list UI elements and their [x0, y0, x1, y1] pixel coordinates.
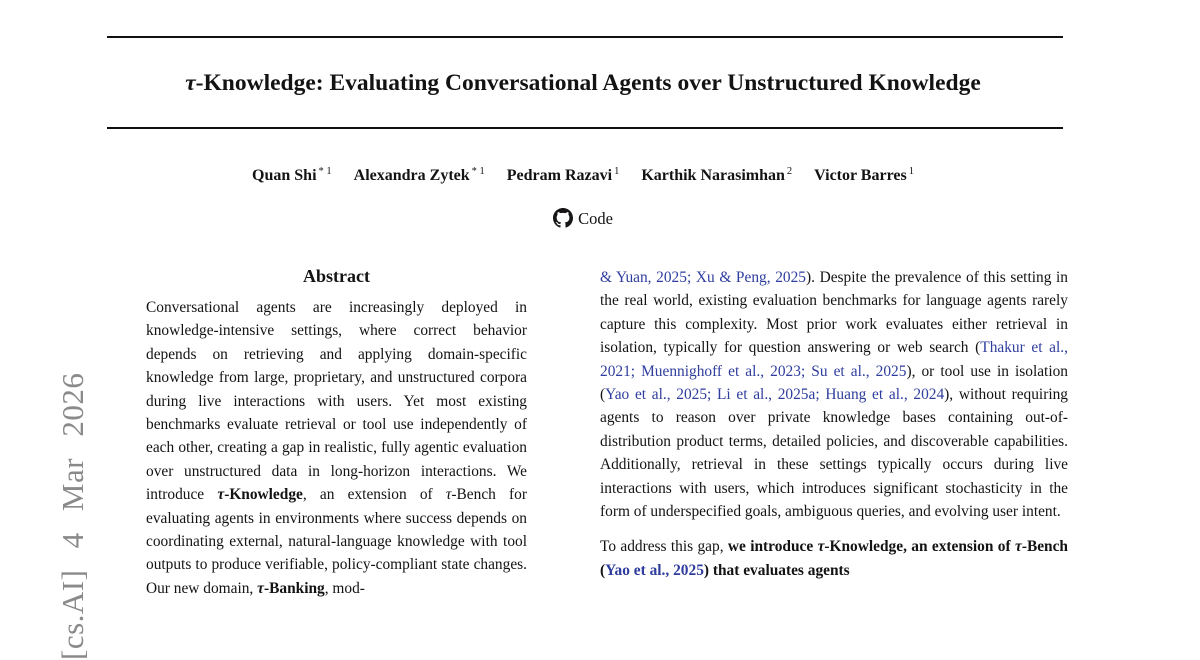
text-segment: τ [1014, 538, 1022, 556]
text-segment: Conversational agents are increasingly deployed in knowledge-intensive settings, where correct behavior depends on retrieving and applying domain-specific knowledge from large, proprietary, and unstructured corpora during live interactions with users. Yet most existing benchmarks evaluate retrieval or tool use independently of each other, creating a gap in realistic, fully agentic evaluation over unstructured data in long-horizon interactions. We introduce [146, 299, 527, 504]
author-affiliation-mark: 1 [614, 166, 620, 177]
title-rule-bottom [107, 127, 1063, 129]
citation-link[interactable]: Yao et al., 2025 [605, 561, 704, 579]
text-segment: τ [817, 538, 825, 556]
abstract-heading: Abstract [303, 266, 370, 286]
text-segment: , mod- [324, 579, 365, 597]
intro-paragraph-1 [600, 266, 1068, 523]
text-segment: -Knowledge: Evaluating Conversational Agents over Unstructured Knowledge [195, 70, 981, 96]
text-segment: τ [185, 70, 196, 96]
github-icon[interactable] [553, 208, 573, 228]
code-link-label[interactable]: Code [578, 209, 613, 228]
paper-title [104, 68, 1062, 99]
intro-column [600, 266, 1068, 582]
text-segment: τ [257, 579, 264, 597]
author-name: Quan Shi [252, 167, 317, 185]
text-segment: To address this gap, [600, 538, 728, 556]
author-affiliation-mark: 2 [786, 166, 793, 177]
citation-link[interactable]: Thakur et al., 2021; Muennighoff et al., 2023; Su et al., 2025 [600, 339, 1068, 380]
text-segment: -Knowledge, an extension of [824, 538, 1015, 556]
author-affiliation-mark: * 1 [471, 166, 485, 177]
code-link[interactable] [553, 209, 613, 228]
author [354, 167, 485, 184]
text-segment: ), or tool use in isolation ( [600, 362, 1068, 404]
text-segment: -Bench ( [600, 538, 1068, 579]
author-name: Alexandra Zytek [353, 167, 470, 185]
text-segment: ) that evaluates agents [703, 561, 850, 579]
text-segment: τ [445, 486, 452, 504]
author-name: Pedram Razavi [506, 167, 613, 185]
text-segment: we introduce [727, 538, 818, 556]
author-name: Karthik Narasimhan [641, 167, 785, 185]
author-name: Victor Barres [814, 167, 907, 185]
text-segment: -Bench for evaluating agents in environments where success depends on coordinating external, natural-language knowledge with tool outputs to produce verifiable, policy-compliant state changes. Our new domain, [146, 486, 528, 597]
text-segment: ). Despite the prevalence of this setting in the real world, existing evaluation benchmarks for language agents rarely capture this complexity. Most prior work evaluates either retrieval in isolation, typically for question answering or web search ( [600, 269, 1069, 357]
author [507, 167, 620, 184]
author [641, 167, 792, 184]
citation-link[interactable]: & Yuan, 2025; Xu & Peng, 2025 [600, 269, 806, 286]
intro-paragraph-2 [600, 535, 1068, 582]
arxiv-stamp: [cs.AI] 4 Mar 2026 [55, 372, 90, 660]
citation-link[interactable]: Yao et al., 2025; Li et al., 2025a; Huang et al., 2024 [605, 386, 945, 404]
abstract-text [146, 296, 527, 600]
text-segment: τ [217, 486, 225, 504]
code-link-row [104, 208, 1062, 229]
author [814, 167, 914, 184]
text-segment: , an extension of [302, 486, 446, 504]
author-affiliation-mark: 1 [908, 166, 914, 177]
author [252, 167, 332, 184]
text-segment: -Banking [263, 579, 325, 597]
author-affiliation-mark: * 1 [318, 166, 332, 177]
text-segment: ), without requiring agents to reason over private knowledge bases containing out-of-distribution product terms, detailed policies, and discoverable capabilities. Additionally, retrieval in these settings typically occurs during live interactions with users, which introduces significant stochasticity in the form of underspecified goals, ambiguous queries, and evolving user intent. [600, 386, 1068, 521]
title-rule-top [107, 36, 1063, 38]
text-segment: -Knowledge [224, 486, 303, 504]
author-list [104, 166, 1062, 185]
